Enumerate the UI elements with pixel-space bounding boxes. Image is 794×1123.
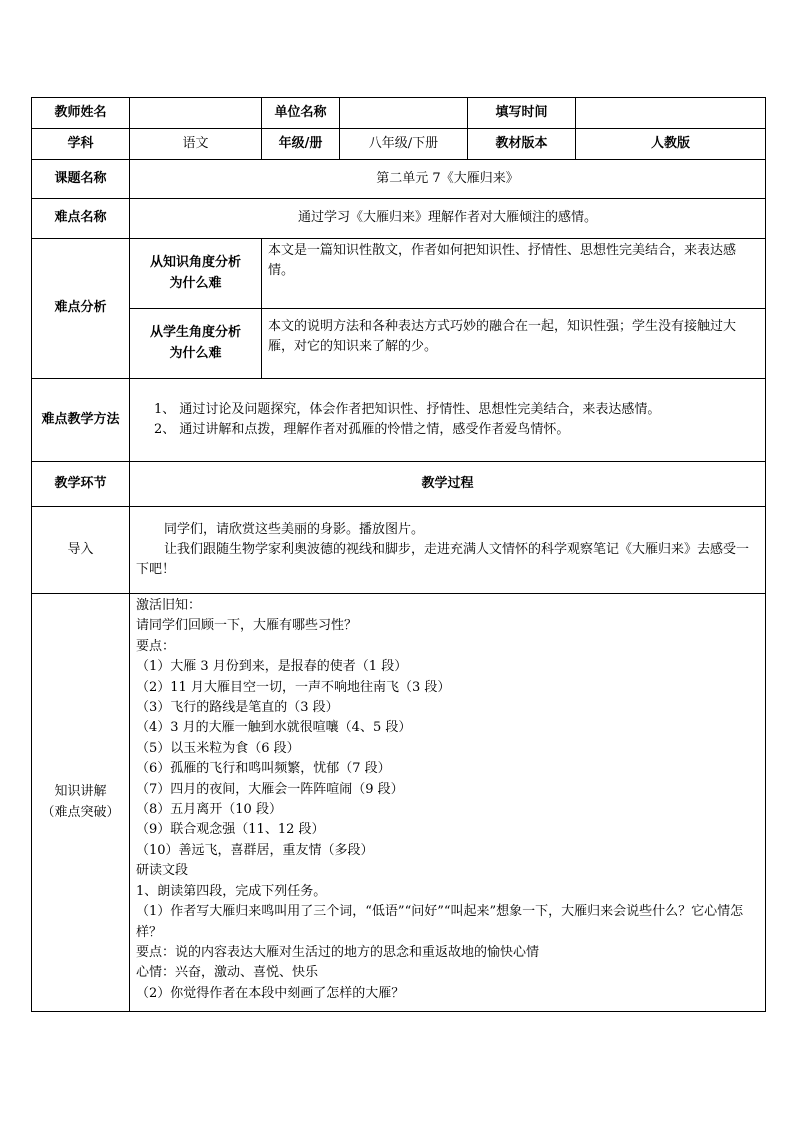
knowledge-line: （4）3 月的大雁一触到水就很喧嚷（4、5 段） (136, 720, 412, 736)
analysis-knowledge-row (32, 239, 766, 309)
analysis-student-row (32, 309, 766, 379)
knowledge-line: （7）四月的夜间，大雁会一阵阵喧闹（9 段） (136, 781, 404, 797)
intro-line-2: 让我们跟随生物学家利奥波德的视线和脚步，走进充满人文情怀的科学观察笔记《大雁归来》去感受一下吧！ (136, 541, 750, 578)
time-value (576, 98, 766, 129)
difficulty-value: 通过学习《大雁归来》理解作者对大雁倾注的感情。 (130, 199, 766, 239)
student-angle-label: 从学生角度分析为什么难 (130, 309, 262, 379)
knowledge-row (32, 594, 766, 1012)
knowledge-line: （5）以玉米粒为食（6 段） (136, 740, 300, 756)
knowledge-line: 要点： (136, 638, 176, 654)
knowledge-label-2: （难点突破） (41, 804, 120, 820)
teacher-value (130, 98, 262, 129)
difficulty-label: 难点名称 (32, 199, 130, 239)
topic-value: 第二单元 7《大雁归来》 (130, 160, 766, 199)
edition-value: 人教版 (576, 129, 766, 160)
knowledge-line: （8）五月离开（10 段） (136, 802, 282, 818)
grade-label: 年级/册 (262, 129, 340, 160)
intro-content (130, 507, 766, 594)
process-label: 教学过程 (130, 462, 766, 507)
knowledge-line: （1）作者写大雁归来鸣叫用了三个词，“低语”“问好”“叫起来”想象一下，大雁归来会说些什么？它心情怎样？ (136, 904, 744, 940)
unit-label: 单位名称 (262, 98, 340, 129)
topic-row (32, 160, 766, 199)
process-stage-label: 教学环节 (32, 462, 130, 507)
header-row (32, 98, 766, 129)
subject-value: 语文 (130, 129, 262, 160)
student-angle-text: 本文的说明方法和各种表达方式巧妙的融合在一起，知识性强；学生没有接触过大雁，对它的知识来了解的少。 (262, 309, 766, 379)
intro-label: 导入 (32, 507, 130, 594)
intro-row (32, 507, 766, 594)
knowledge-angle-text: 本文是一篇知识性散文，作者如何把知识性、抒情性、思想性完美结合，来表达感情。 (262, 239, 766, 309)
knowledge-line: （2）11 月大雁目空一切，一声不响地往南飞（3 段） (136, 679, 451, 695)
lesson-plan-table (31, 97, 766, 1012)
subject-row (32, 129, 766, 160)
knowledge-line: 要点：说的内容表达大雁对生活过的地方的思念和重返故地的愉快心情 (136, 944, 540, 960)
knowledge-line: 请同学们回顾一下，大雁有哪些习性？ (136, 618, 358, 634)
knowledge-line: （1）大雁 3 月份到来，是报春的使者（1 段） (136, 659, 408, 675)
method-label: 难点教学方法 (32, 379, 130, 462)
knowledge-label-1: 知识讲解 (54, 784, 107, 800)
teacher-label: 教师姓名 (32, 98, 130, 129)
knowledge-line: （2）你觉得作者在本段中刻画了怎样的大雁？ (136, 985, 405, 1001)
edition-label: 教材版本 (468, 129, 576, 160)
knowledge-line: （9）联合观念强（11、12 段） (136, 822, 325, 838)
knowledge-line: （6）孤雁的飞行和鸣叫频繁，忧郁（7 段） (136, 761, 391, 777)
process-header-row (32, 462, 766, 507)
method-content (130, 379, 766, 462)
knowledge-angle-label: 从知识角度分析为什么难 (130, 239, 262, 309)
time-label: 填写时间 (468, 98, 576, 129)
difficulty-row (32, 199, 766, 239)
knowledge-line: 1、朗读第四段，完成下列任务。 (136, 883, 327, 899)
method-row (32, 379, 766, 462)
method-line-1: 1、 通过讨论及问题探究，体会作者把知识性、抒情性、思想性完美结合，来表达感情。 (154, 401, 661, 417)
knowledge-line: （10）善远飞，喜群居，重友情（多段） (136, 842, 374, 858)
intro-line-1: 同学们，请欣赏这些美丽的身影。播放图片。 (164, 521, 425, 537)
knowledge-label (32, 594, 130, 1012)
subject-label: 学科 (32, 129, 130, 160)
knowledge-line: （3）飞行的路线是笔直的（3 段） (136, 700, 339, 716)
knowledge-content (130, 594, 766, 1012)
method-line-2: 2、 通过讲解和点拨，理解作者对孤雁的怜惜之情，感受作者爱鸟情怀。 (154, 422, 570, 437)
knowledge-line: 研读文段 (136, 863, 189, 879)
unit-value (340, 98, 468, 129)
topic-label: 课题名称 (32, 160, 130, 199)
analysis-label: 难点分析 (32, 239, 130, 379)
grade-value: 八年级/下册 (340, 129, 468, 160)
knowledge-line: 心情：兴奋，激动、喜悦、快乐 (136, 965, 319, 981)
knowledge-line: 激活旧知： (136, 598, 202, 613)
